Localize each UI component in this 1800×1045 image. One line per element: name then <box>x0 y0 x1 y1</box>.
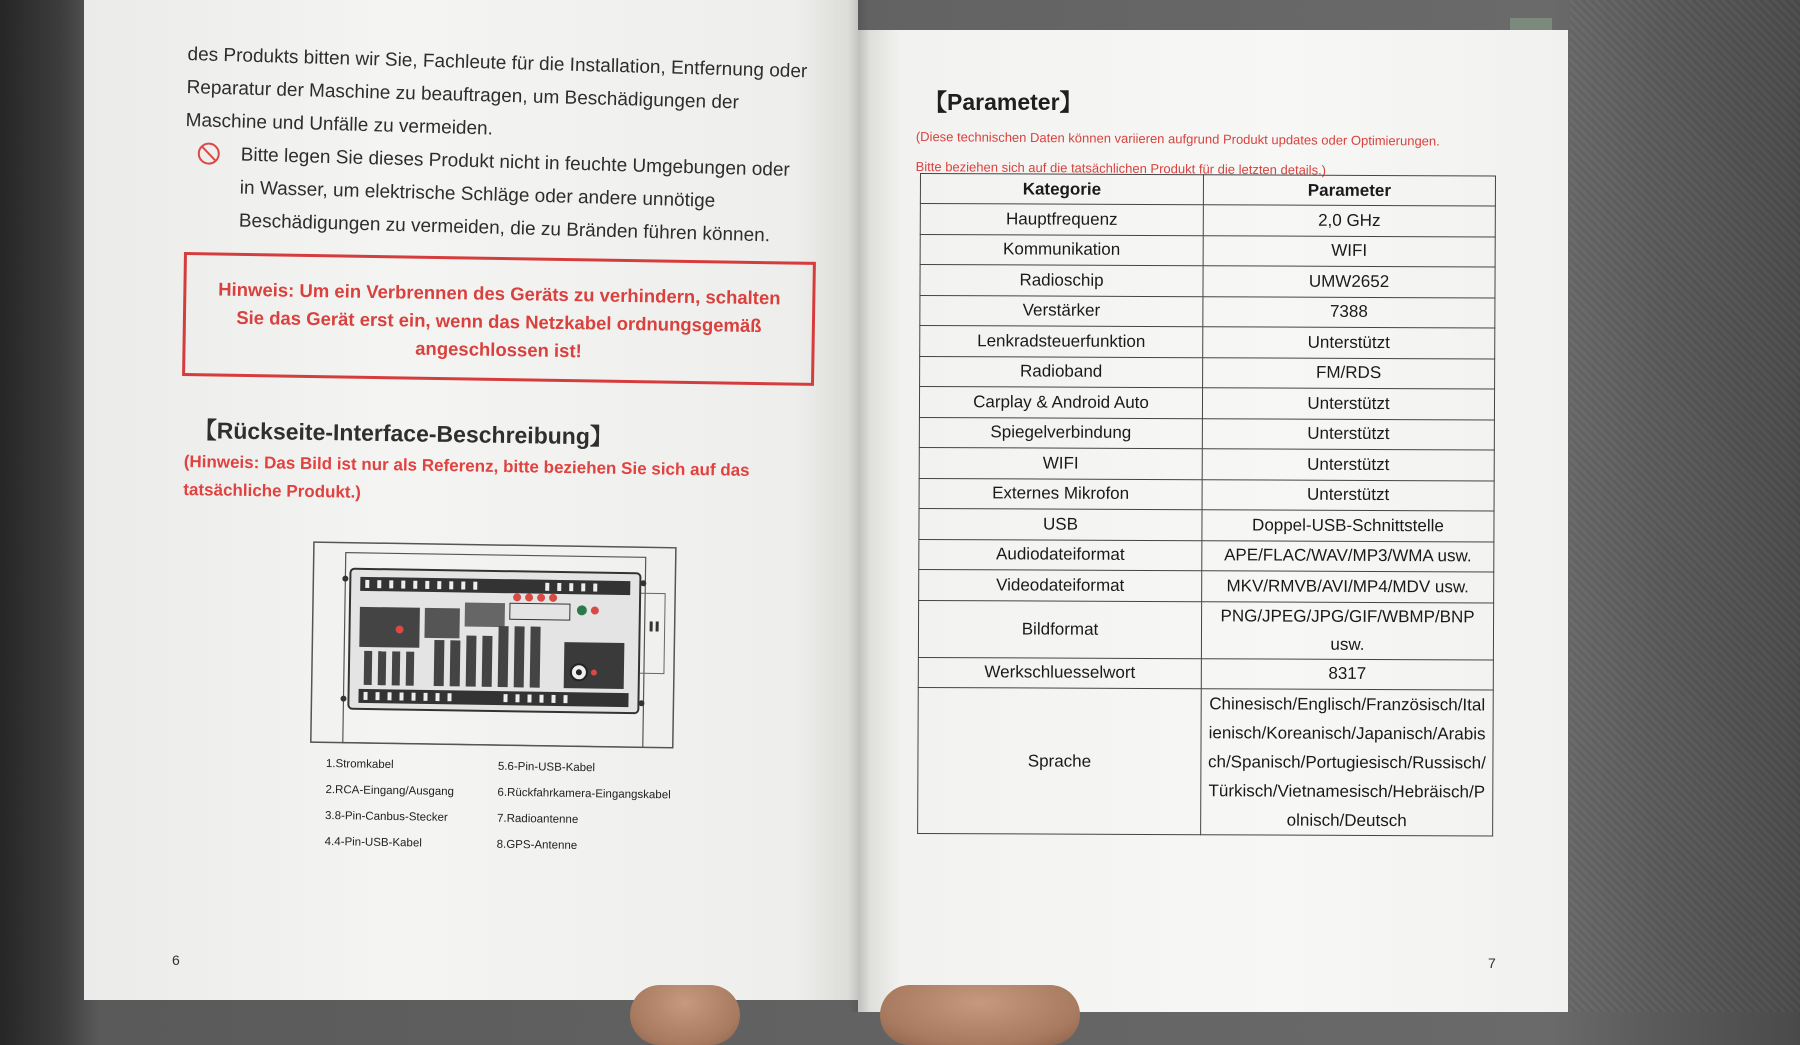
parameter-title: 【Parameter】 <box>924 89 1083 115</box>
section-note: (Hinweis: Das Bild ist nur als Referenz, bitte beziehen Sie sich auf das tatsächliche Produkt.) <box>183 451 750 502</box>
left-page <box>84 0 858 1000</box>
column-header: Parameter <box>1203 175 1495 206</box>
table-row <box>919 387 1494 420</box>
book-spine <box>848 0 870 1012</box>
table-row <box>920 234 1495 267</box>
prohibition-icon <box>196 141 221 166</box>
table-cell-value: FM/RDS <box>1203 357 1495 389</box>
table-cell-value: MKV/RMVB/AVI/MP4/MDV usw. <box>1202 571 1494 603</box>
table-cell-category: USB <box>919 508 1202 540</box>
table-cell-value: Unterstützt <box>1202 449 1494 481</box>
table-cell-category: Videodateiformat <box>919 569 1202 601</box>
warning-text: Hinweis: Um ein Verbrennen des Geräts zu verhindern, schalten Sie das Gerät erst ein, wenn das Netzkabel ordnungsgemäß angeschlossen ist! <box>218 278 781 362</box>
table-cell-category: Radioband <box>920 356 1203 388</box>
parameter-note-line-1: (Diese technischen Daten können variieren aufgrund Produkt updates oder Optimierungen. <box>915 128 1440 149</box>
table-row <box>919 447 1494 480</box>
table-row <box>919 478 1494 511</box>
legend-item: 6.Rückfahrkamera-Eingangskabel <box>497 786 671 802</box>
table-cell-category: Bildformat <box>918 600 1201 658</box>
table-cell-value: PNG/JPEG/JPG/GIF/WBMP/BNP usw. <box>1201 601 1493 659</box>
table-cell-category: Lenkradsteuerfunktion <box>920 326 1203 358</box>
table-row <box>919 508 1494 541</box>
table-cell-category: Sprache <box>918 687 1202 834</box>
left-page-text <box>182 38 807 253</box>
table-cell-category: Spiegelverbindung <box>919 417 1202 449</box>
paragraph-moisture <box>182 137 805 253</box>
diagram-legend <box>324 758 686 852</box>
parameter-table <box>917 173 1496 837</box>
legend-item: 5.6-Pin-USB-Kabel <box>497 760 596 775</box>
rear-interface-diagram <box>303 538 686 759</box>
warning-box <box>182 252 816 386</box>
legend-item: 1.Stromkabel <box>325 758 394 772</box>
legend-item: 7.Radioantenne <box>496 812 579 826</box>
table-cell-value: 2,0 GHz <box>1203 205 1495 237</box>
table-cell-category: Hauptfrequenz <box>920 204 1203 236</box>
table-row <box>918 687 1494 836</box>
table-cell-value: Chinesisch/Englisch/Französisch/Italienisch/Koreanisch/Japanisch/Arabisch/Spanisch/Portugiesisch/Russisch/Türkisch/Vietnamesisch/Hebräisch/Polnisch/Deutsch <box>1201 689 1494 836</box>
right-page <box>858 30 1568 1012</box>
legend-item: 2.RCA-Eingang/Ausgang <box>325 783 455 799</box>
page-number-right: 7 <box>1488 955 1496 971</box>
table-cell-category: Externes Mikrofon <box>919 478 1202 510</box>
legend-item: 4.4-Pin-USB-Kabel <box>324 835 422 850</box>
finger-right <box>880 985 1080 1045</box>
finger-left <box>630 985 740 1045</box>
table-cell-value: UMW2652 <box>1203 266 1495 298</box>
table-row <box>920 204 1495 237</box>
table-cell-category: Carplay & Android Auto <box>919 387 1202 419</box>
table-cell-category: Verstärker <box>920 295 1203 327</box>
table-cell-value: 7388 <box>1203 296 1495 328</box>
table-cell-category: Kommunikation <box>920 234 1203 266</box>
table-row <box>919 539 1494 572</box>
table-cell-category: Werkschluesselwort <box>918 657 1201 689</box>
paragraph-moisture-text: Bitte legen Sie dieses Produkt nicht in feuchte Umgebungen oder in Wasser, um elektrische Schläge oder andere unnötige Beschädigungen zu vermeiden, die zu Bränden führen können. <box>238 144 791 247</box>
table-row <box>920 356 1495 389</box>
table-cell-value: Unterstützt <box>1202 418 1494 450</box>
background-fabric <box>1570 0 1800 1012</box>
column-header: Kategorie <box>920 174 1203 205</box>
legend-item: 8.GPS-Antenne <box>496 838 578 852</box>
table-row <box>919 569 1494 602</box>
table-cell-category: Audiodateiformat <box>919 539 1202 571</box>
table-row <box>920 265 1495 298</box>
table-cell-value: Unterstützt <box>1203 327 1495 359</box>
table-cell-value: WIFI <box>1203 235 1495 267</box>
table-row <box>919 417 1494 450</box>
table-row <box>918 600 1493 660</box>
table-cell-value: 8317 <box>1201 658 1493 690</box>
parameter-note-line-2: Bitte beziehen sich auf die tatsächlichen Produkt für die letzten details.) <box>915 158 1327 178</box>
table-row <box>920 295 1495 328</box>
table-header-row <box>920 174 1495 207</box>
table-cell-value: APE/FLAC/WAV/MP3/WMA usw. <box>1202 540 1494 572</box>
legend-item: 3.8-Pin-Canbus-Stecker <box>324 809 448 824</box>
table-cell-category: WIFI <box>919 447 1202 479</box>
table-row <box>918 657 1493 690</box>
paragraph-installation: des Produkts bitten wir Sie, Fachleute für die Installation, Entfernung oder Reparatur der Maschine zu beauftragen, um Beschädigungen der Maschine und Unfälle zu vermeiden. <box>185 43 808 140</box>
table-cell-value: Unterstützt <box>1202 479 1494 511</box>
page-number-left: 6 <box>172 952 180 968</box>
table-cell-value: Doppel-USB-Schnittstelle <box>1202 510 1494 542</box>
table-cell-category: Radioschip <box>920 265 1203 297</box>
table-row <box>920 326 1495 359</box>
section-title: 【Rückseite-Interface-Beschreibung】 <box>193 416 614 450</box>
table-cell-value: Unterstützt <box>1202 388 1494 420</box>
